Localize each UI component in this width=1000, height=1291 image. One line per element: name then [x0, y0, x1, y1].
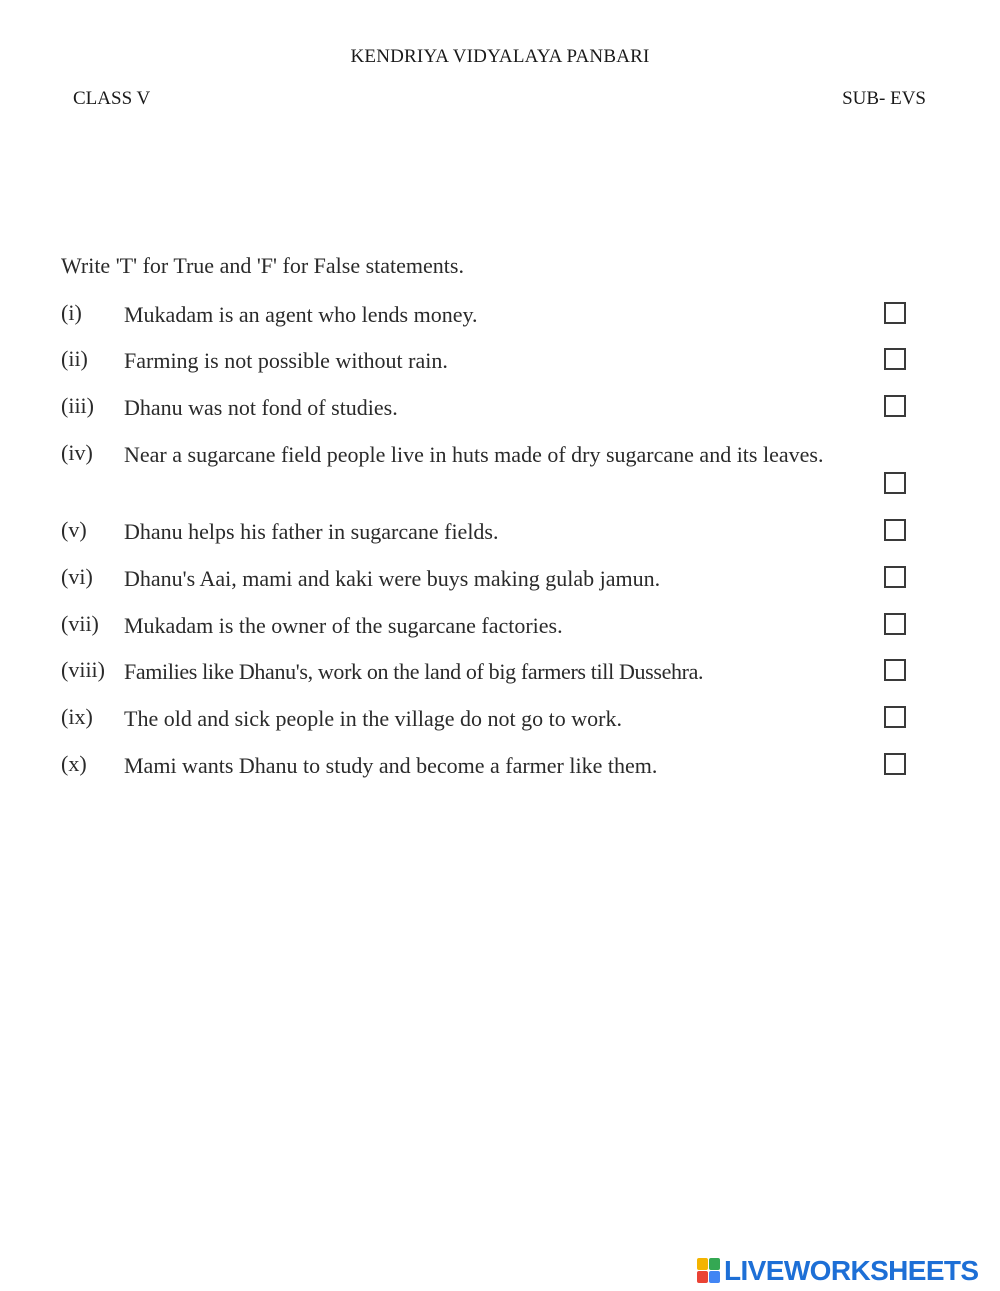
question-item [61, 657, 941, 697]
question-text: Mami wants Dhanu to study and become a farmer like them. [124, 753, 658, 778]
school-name: KENDRIYA VIDYALAYA PANBARI [350, 46, 650, 67]
question-item [61, 393, 941, 433]
answer-box[interactable] [884, 613, 906, 635]
question-number: (iv) [61, 440, 93, 465]
question-number: (ii) [61, 346, 88, 371]
logo-tile [709, 1258, 720, 1270]
question-text: Dhanu's Aai, mami and kaki were buys making gulab jamun. [124, 566, 661, 591]
logo-tile [697, 1271, 708, 1283]
question-number: (vi) [61, 564, 93, 589]
question-text: Mukadam is an agent who lends money. [124, 302, 478, 327]
question-item [61, 300, 941, 340]
logo-tile [709, 1271, 720, 1283]
subject-label: SUB- EVS [842, 88, 926, 109]
logo-tile [697, 1258, 708, 1270]
answer-box[interactable] [884, 659, 906, 681]
question-number: (vii) [61, 611, 99, 636]
question-text: Dhanu helps his father in sugarcane fields. [124, 519, 499, 544]
question-number: (ix) [61, 704, 93, 729]
question-item [61, 751, 941, 791]
question-text: Farming is not possible without rain. [124, 348, 448, 373]
answer-box[interactable] [884, 472, 906, 494]
answer-box[interactable] [884, 566, 906, 588]
question-item [61, 704, 941, 744]
logo-text: LIVEWORKSHEETS [724, 1255, 979, 1286]
question-text: Mukadam is the owner of the sugarcane factories. [124, 613, 563, 638]
question-text: Families like Dhanu's, work on the land of big farmers till Dussehra. [124, 659, 704, 684]
question-text: The old and sick people in the village do not go to work. [124, 706, 622, 731]
question-number: (viii) [61, 657, 105, 682]
class-label: CLASS V [73, 88, 151, 109]
question-item [61, 346, 941, 386]
question-text: Near a sugarcane field people live in huts made of dry sugarcane and its leaves. [124, 442, 824, 467]
question-item [61, 611, 941, 651]
question-item [61, 517, 941, 557]
question-item [61, 440, 941, 510]
answer-box[interactable] [884, 519, 906, 541]
question-number: (x) [61, 751, 87, 776]
answer-box[interactable] [884, 302, 906, 324]
answer-box[interactable] [884, 348, 906, 370]
answer-box[interactable] [884, 753, 906, 775]
question-number: (v) [61, 517, 87, 542]
logo-tiles-icon [697, 1258, 721, 1284]
question-item [61, 564, 941, 604]
liveworksheets-logo[interactable] [697, 1256, 979, 1286]
instruction-text: Write 'T' for True and 'F' for False statements. [61, 253, 464, 278]
answer-box[interactable] [884, 706, 906, 728]
question-text: Dhanu was not fond of studies. [124, 395, 398, 420]
question-number: (iii) [61, 393, 94, 418]
question-number: (i) [61, 300, 82, 325]
answer-box[interactable] [884, 395, 906, 417]
